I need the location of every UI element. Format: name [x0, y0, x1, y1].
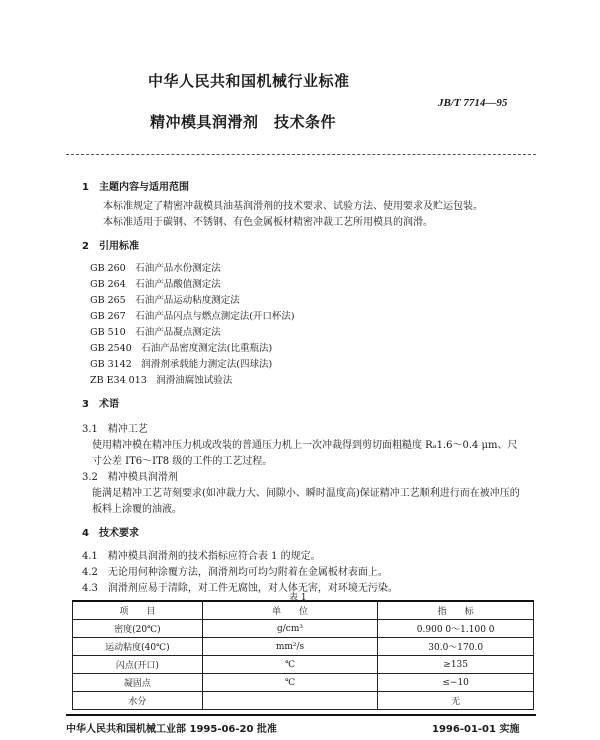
document-title: 精冲模具润滑剂 技术条件 [150, 113, 337, 131]
table-cell: g/cm³ [202, 620, 378, 638]
table-cell: ℃ [202, 656, 378, 674]
requirement-item: 4.2 无论用何种涂覆方法，润滑剂均可均匀附着在金属板材表面上。 [82, 567, 388, 578]
term-3-1-line-2: 寸公差 IT6～IT8 级的工件的工艺过程。 [92, 456, 273, 467]
reference-item: GB 3142 润滑剂承载能力测定法(四球法) [90, 359, 273, 370]
term-3-1-line-1: 使用精冲模在精冲压力机或改装的普通压力机上一次冲裁得到剪切面粗糙度 Rₐ1.6～0.4 μm、尺 [92, 440, 518, 451]
section-1-paragraph-1: 本标准规定了精密冲裁模具油基润滑剂的技术要求、试验方法、使用要求及贮运包装。 [103, 201, 483, 212]
table-header-cell: 指 标 [378, 601, 534, 620]
approval-info: 中华人民共和国机械工业部 1995-06-20 批准 [66, 724, 277, 735]
header-divider [66, 154, 536, 155]
section-4-heading: 4 技术要求 [82, 528, 139, 539]
requirement-item: 4.3 润滑剂应易于清除，对工件无腐蚀，对人体无害，对环境无污染。 [82, 583, 398, 594]
table-cell: 运动粘度(40℃) [73, 638, 203, 656]
section-1-heading: 1 主题内容与适用范围 [82, 182, 189, 193]
spec-table [72, 600, 534, 710]
reference-item: GB 510 石油产品凝点测定法 [90, 327, 221, 338]
table-header-row [73, 601, 534, 620]
table-row [73, 656, 534, 674]
table-header-cell: 单 位 [202, 601, 378, 620]
table-header-cell: 项 目 [73, 601, 203, 620]
reference-item: ZB E34 013 润滑油腐蚀试验法 [90, 375, 233, 386]
table-row [73, 638, 534, 656]
footer-divider [66, 714, 536, 716]
reference-item: GB 260 石油产品水份测定法 [90, 263, 221, 274]
table-row [73, 692, 534, 710]
org-title: 中华人民共和国机械行业标准 [148, 72, 350, 90]
table-cell: 密度(20℃) [73, 620, 203, 638]
implementation-date: 1996-01-01 实施 [432, 724, 520, 735]
section-2-heading: 2 引用标准 [82, 241, 139, 252]
table-cell: 无 [378, 692, 534, 710]
table-cell: ℃ [202, 674, 378, 692]
term-3-2-line-2: 板料上涂覆的油液。 [92, 504, 182, 515]
table-cell: 凝固点 [73, 674, 203, 692]
table-cell [202, 692, 378, 710]
term-3-2-line-1: 能满足精冲工艺苛刻要求(如冲裁力大、间隙小、瞬时温度高)保证精冲工艺顺利进行而在被冲压的 [92, 488, 520, 499]
table-row [73, 620, 534, 638]
table-cell: 0.900 0～1.100 0 [378, 620, 534, 638]
table-cell: 闪点(开口) [73, 656, 203, 674]
table-row [73, 674, 534, 692]
table-cell: 30.0～170.0 [378, 638, 534, 656]
reference-item: GB 2540 石油产品密度测定法(比重瓶法) [90, 343, 273, 354]
term-3-2-title: 3.2 精冲模具润滑剂 [82, 472, 178, 483]
reference-item: GB 264 石油产品酸值测定法 [90, 279, 221, 290]
section-3-heading: 3 术语 [82, 399, 119, 410]
table-cell: ≤−10 [378, 674, 534, 692]
table-cell: ≥135 [378, 656, 534, 674]
requirement-item: 4.1 精冲模具润滑剂的技术指标应符合表 1 的规定。 [82, 551, 321, 562]
table-caption: 表 1 [289, 593, 307, 603]
table-cell: 水分 [73, 692, 203, 710]
reference-item: GB 267 石油产品闪点与燃点测定法(开口杯法) [90, 311, 295, 322]
standard-number: JB/T 7714—95 [438, 97, 508, 109]
section-1-paragraph-2: 本标准适用于碳钢、不锈钢、有色金属板材精密冲裁工艺所用模具的润滑。 [103, 217, 433, 228]
table-cell: mm²/s [202, 638, 378, 656]
term-3-1-title: 3.1 精冲工艺 [82, 424, 148, 435]
reference-item: GB 265 石油产品运动粘度测定法 [90, 295, 240, 306]
